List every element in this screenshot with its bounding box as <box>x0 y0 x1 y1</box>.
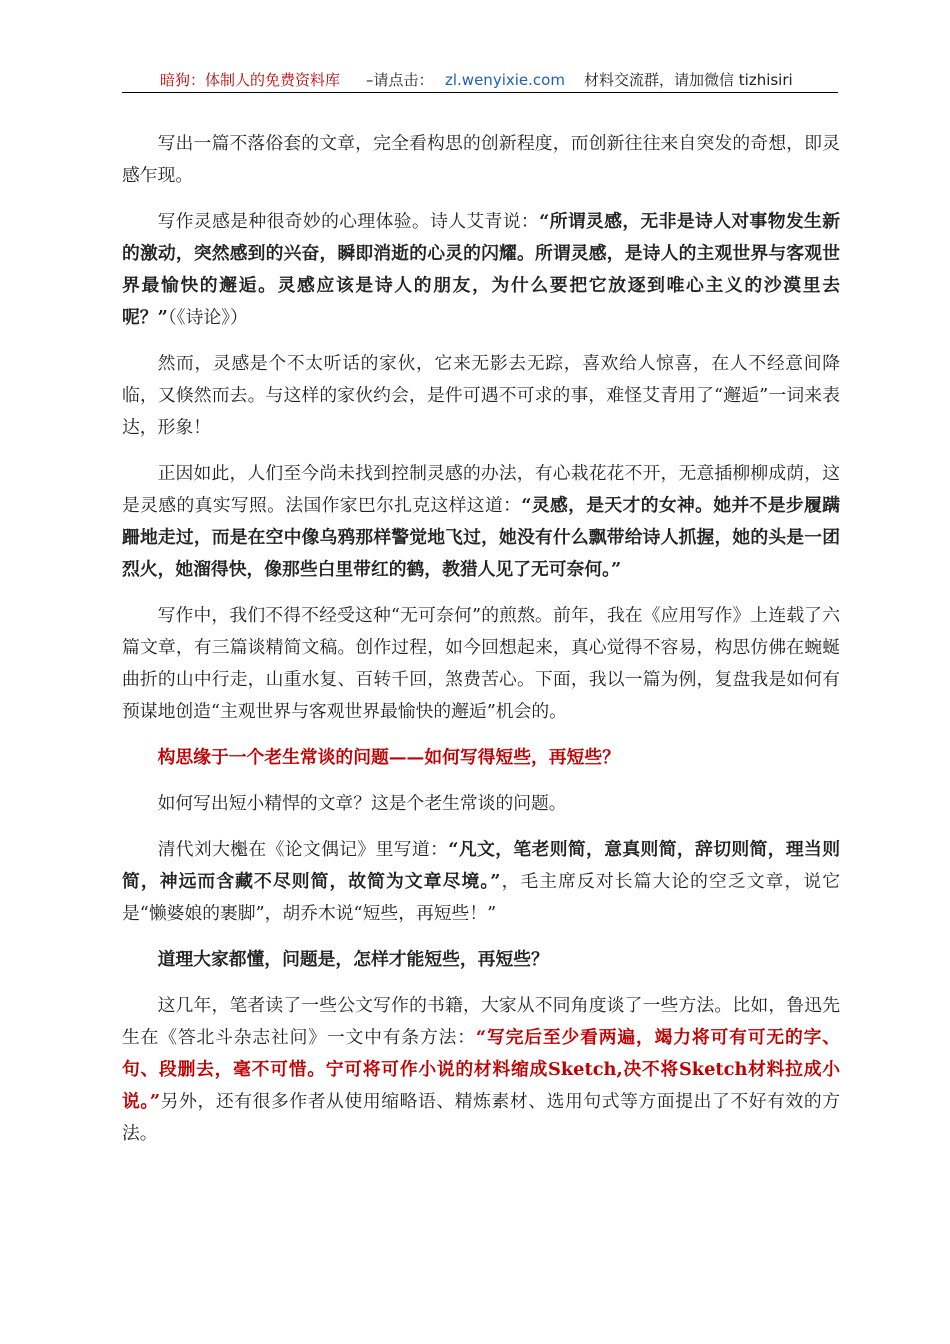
liudakui-quote: “凡文，笔老则简，意真则简，辞切则简，理当则简，神远而含藏不尽则简，故简为文章尽境。” <box>122 839 840 892</box>
header-click-prompt: –请点击： <box>366 71 434 89</box>
paragraph-1: 写出一篇不落俗套的文章，完全看构思的创新程度，而创新往往来自突发的奇想，即灵感乍现。 <box>122 133 840 186</box>
header-site-name: 暗狗：体制人的免费资料库 <box>160 71 341 89</box>
aiqing-quote: “所谓灵感，无非是诗人对事物发生新的激动，突然感到的兴奋，瞬即消逝的心灵的闪耀。所谓灵感，是诗人的主观世界与客观世界最愉快的邂逅。灵感应该是诗人的朋友，为什么要把它放逐到唯心主义的沙漠里去呢？” <box>122 211 840 328</box>
paragraph-5: 写作中，我们不得不经受这种“无可奈何”的煎熬。前年，我在《应用写作》上连载了六篇文章，有三篇谈精简文稿。创作过程，如今回想起来，真心觉得不容易，构思仿佛在蜿蜒曲折的山中行走，山重水复、百转千回，煞费苦心。下面，我以一篇为例，复盘我是如何有预谋地创造“主观世界与客观世界最愉快的邂逅”机会的。 <box>122 605 840 722</box>
balzac-quote: “灵感，是天才的女神。她并不是步履蹒跚地走过，而是在空中像乌鸦那样警觉地飞过，她没有什么飘带给诗人抓握，她的头是一团烈火，她溜得快，像那些白里带红的鹤，教猎人见了无可奈何。” <box>122 495 840 580</box>
paragraph-7-intro: 清代刘大櫆在《论文偶记》里写道： <box>157 839 449 860</box>
article-body <box>122 128 840 1164</box>
paragraph-2-intro: 写作灵感是种很奇妙的心理体验。诗人艾青说： <box>157 211 540 232</box>
paragraph-8-intro: 这几年，笔者读了一些公文写作的书籍，大家从不同角度谈了一些方法。比如，鲁迅先生在《答北斗杂志社问》一文中有条方法： <box>122 995 840 1048</box>
paragraph-2-source: （《诗论》） <box>167 307 248 328</box>
header-wechat-group: 材料交流群，请加微信 tizhisiri <box>584 71 793 89</box>
section-heading-2: 道理大家都懂，问题是，怎样才能短些，再短些？ <box>157 949 549 970</box>
paragraph-6: 如何写出短小精悍的文章？这是个老生常谈的问题。 <box>157 793 567 814</box>
header-url-link[interactable]: zl.wenyixie.com <box>445 71 565 89</box>
paragraph-3: 然而，灵感是个不太听话的家伙，它来无影去无踪，喜欢给人惊喜，在人不经意间降临，又倏然而去。与这样的家伙约会，是件可遇不可求的事，难怪艾青用了“邂逅”一词来表达，形象！ <box>122 353 840 438</box>
paragraph-4-intro: 正因如此，人们至今尚未找到控制灵感的办法，有心栽花花不开，无意插柳柳成荫，这是灵感的真实写照。法国作家巴尔扎克这样这道： <box>122 463 840 516</box>
paragraph-8 <box>122 990 840 1150</box>
page-header <box>122 70 838 93</box>
paragraph-7 <box>122 834 840 930</box>
luxun-quote: “写完后至少看两遍，竭力将可有可无的字、句、段删去，毫不可惜。宁可将可作小说的材料缩成Sketch,决不将Sketch材料拉成小说。” <box>122 1027 840 1112</box>
paragraph-4 <box>122 458 840 586</box>
paragraph-2 <box>122 206 840 334</box>
paragraph-8-rest: 另外，还有很多作者从使用缩略语、精炼素材、选用句式等方面提出了不好有效的方法。 <box>122 1091 840 1144</box>
paragraph-7-rest: ，毛主席反对长篇大论的空乏文章，说它是“懒婆娘的裹脚”，胡乔木说“短些，再短些！” <box>122 871 840 924</box>
section-heading-1: 构思缘于一个老生常谈的问题——如何写得短些，再短些？ <box>157 747 620 768</box>
